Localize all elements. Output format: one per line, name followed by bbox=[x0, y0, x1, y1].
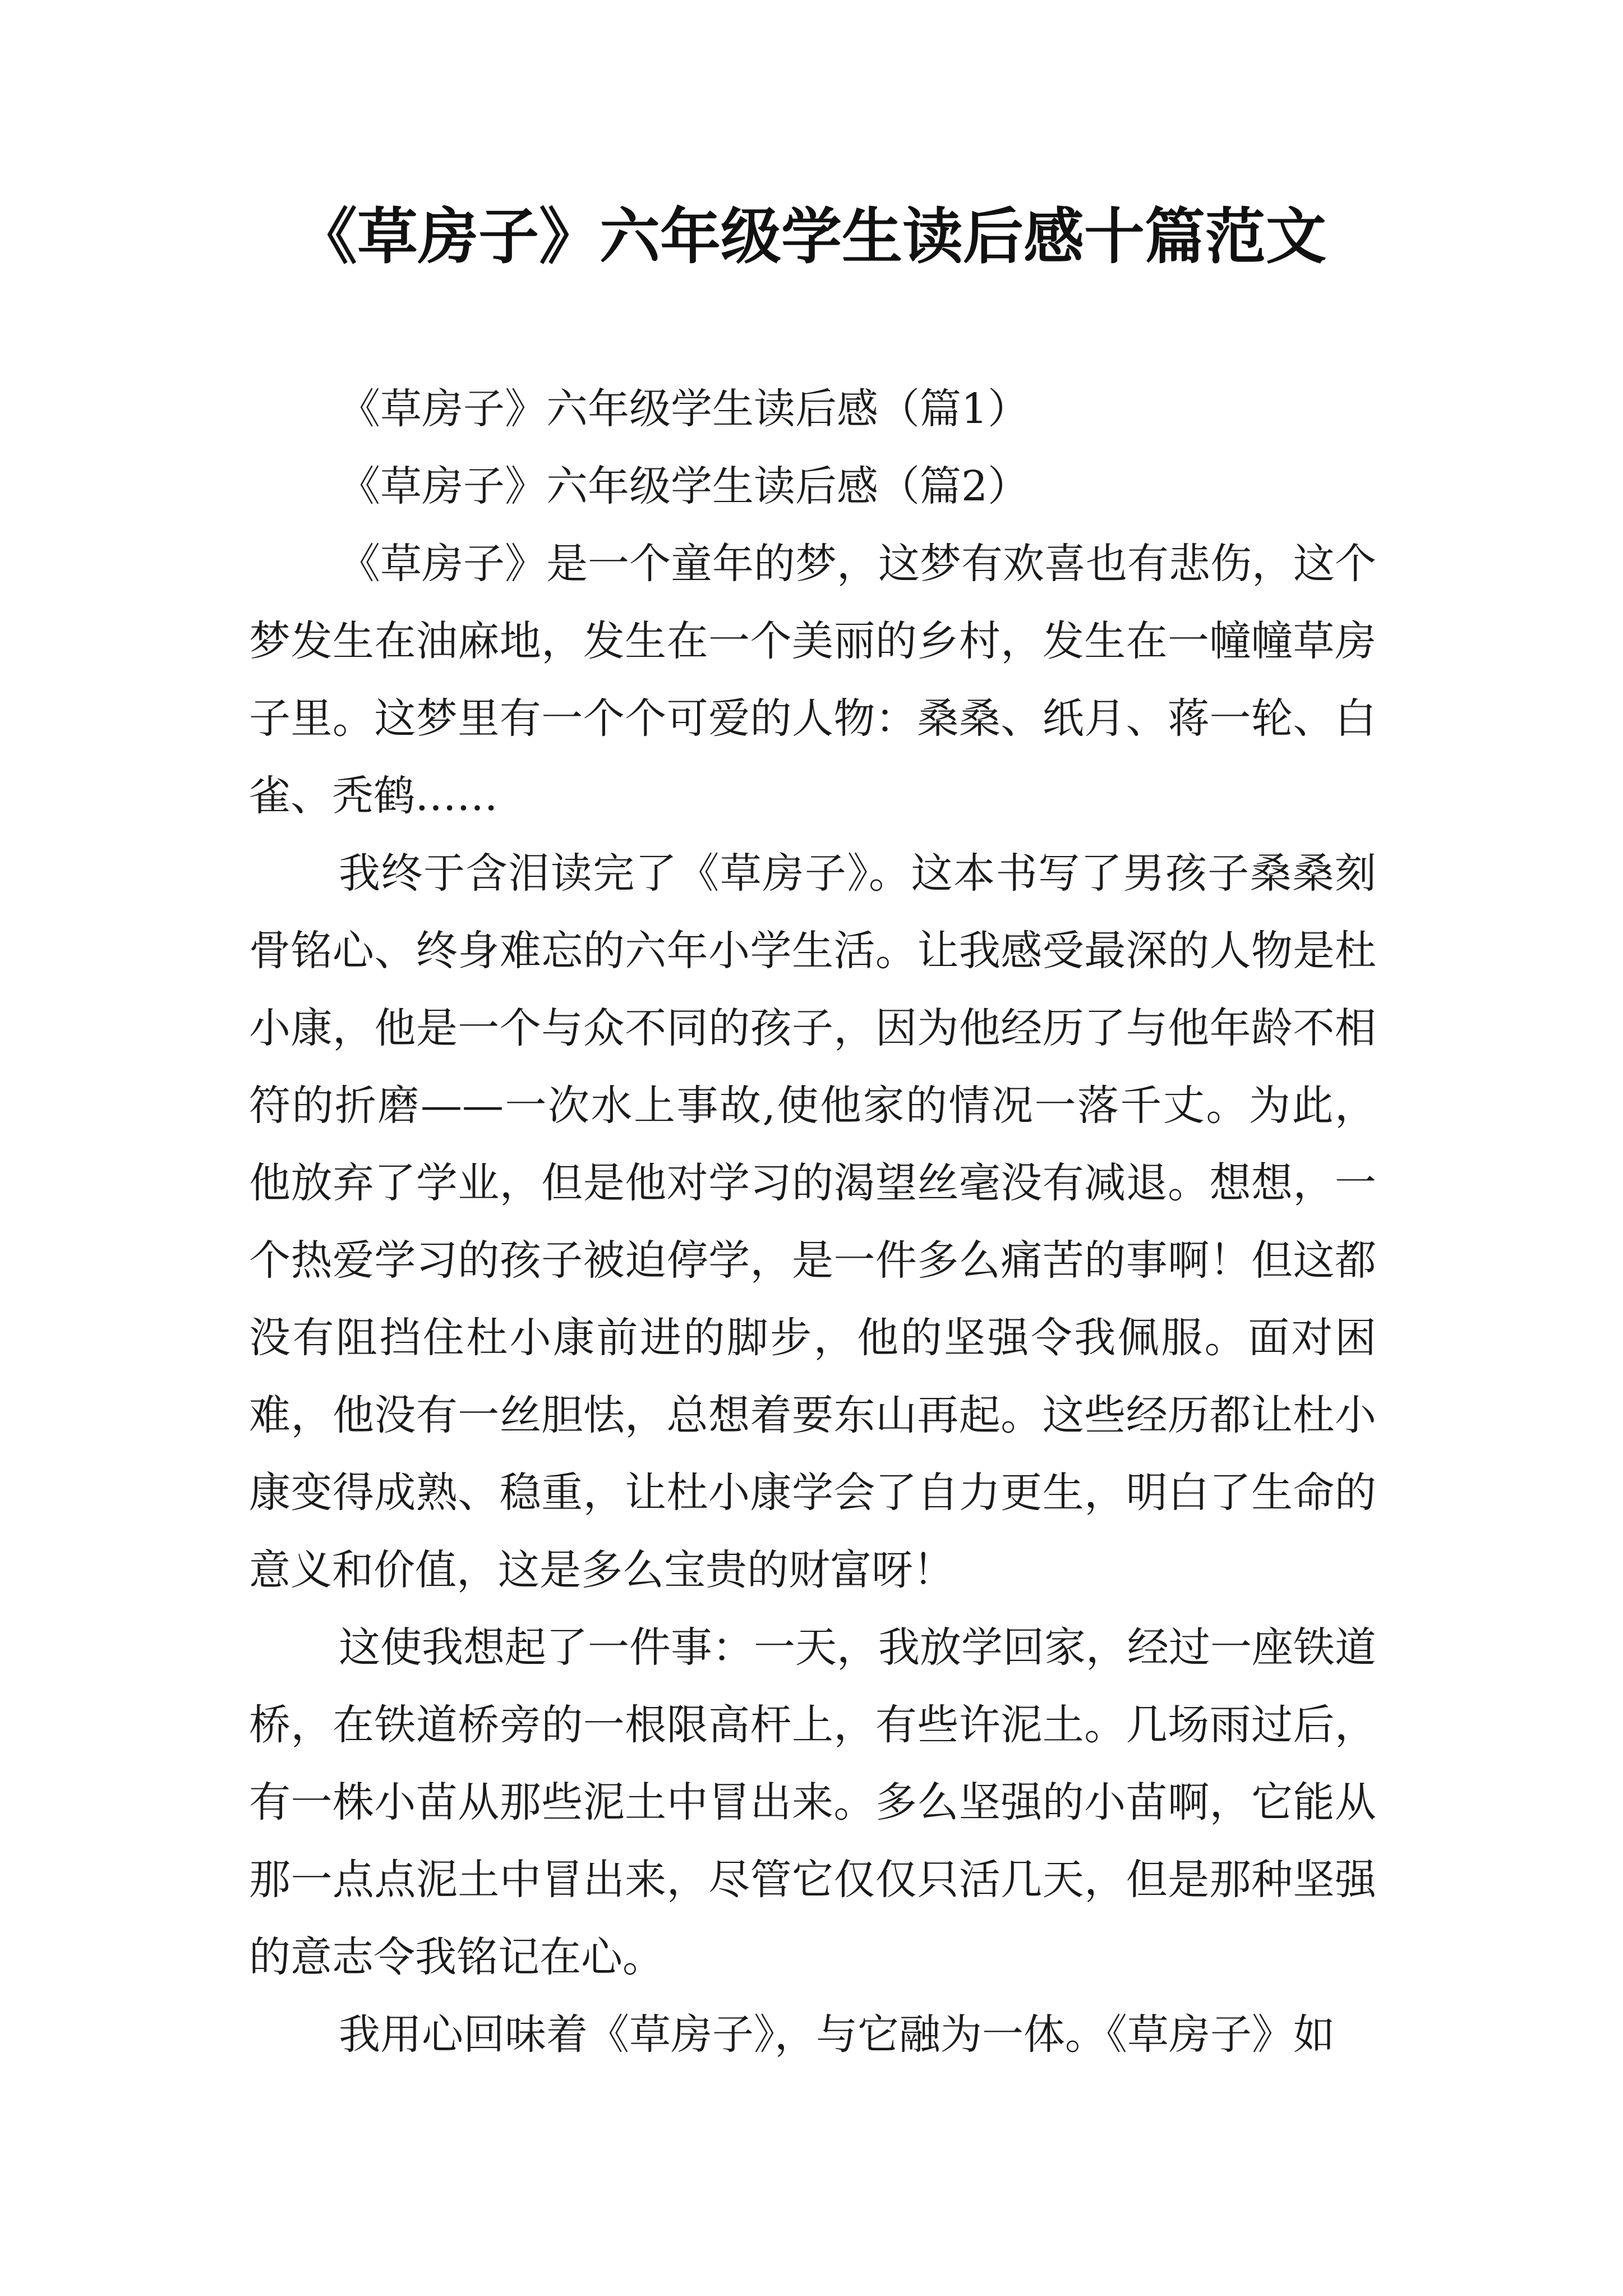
paragraph: 《草房子》是一个童年的梦，这梦有欢喜也有悲伤，这个梦发生在油麻地，发生在一个美丽的乡村，发生在一幢幢草房子里。这梦里有一个个可爱的人物：桑桑、纸月、蒋一轮、白雀、秃鹤…… bbox=[249, 540, 1376, 820]
paragraph-heading-1: 《草房子》六年级学生读后感（篇1） bbox=[339, 385, 1030, 433]
paragraph: 这使我想起了一件事：一天，我放学回家，经过一座铁道桥，在铁道桥旁的一根限高杆上，有些许泥土。几场雨过后，有一株小苗从那些泥土中冒出来。多么坚强的小苗啊，它能从那一点点泥土中冒出来，尽管它仅仅只活几天，但是那种坚强的意志令我铭记在心。 bbox=[249, 1623, 1376, 1981]
paragraph-heading-2: 《草房子》六年级学生读后感（篇2） bbox=[339, 462, 1030, 510]
document-title: 《草房子》六年级学生读后感十篇范文 bbox=[296, 201, 1326, 272]
paragraph: 我用心回味着《草房子》，与它融为一体。《草房子》如 bbox=[339, 2010, 1335, 2059]
paragraph: 我终于含泪读完了《草房子》。这本书写了男孩子桑桑刻骨铭心、终身难忘的六年小学生活。让我感受最深的人物是杜小康，他是一个与众不同的孩子，因为他经历了与他年龄不相符的折磨——一次水上事故,使他家的情况一落千丈。为此，他放弃了学业，但是他对学习的渴望丝毫没有减退。想想，一个热爱学习的孩子被迫停学，是一件多么痛苦的事啊！但这都没有阻挡住杜小康前进的脚步，他的坚强令我佩服。面对困难，他没有一丝胆怯，总想着要东山再起。这些经历都让杜小康变得成熟、稳重，让杜小康学会了自力更生，明白了生命的意义和价值，这是多么宝贵的财富呀！ bbox=[249, 849, 1376, 1594]
document-body bbox=[249, 370, 1376, 2073]
